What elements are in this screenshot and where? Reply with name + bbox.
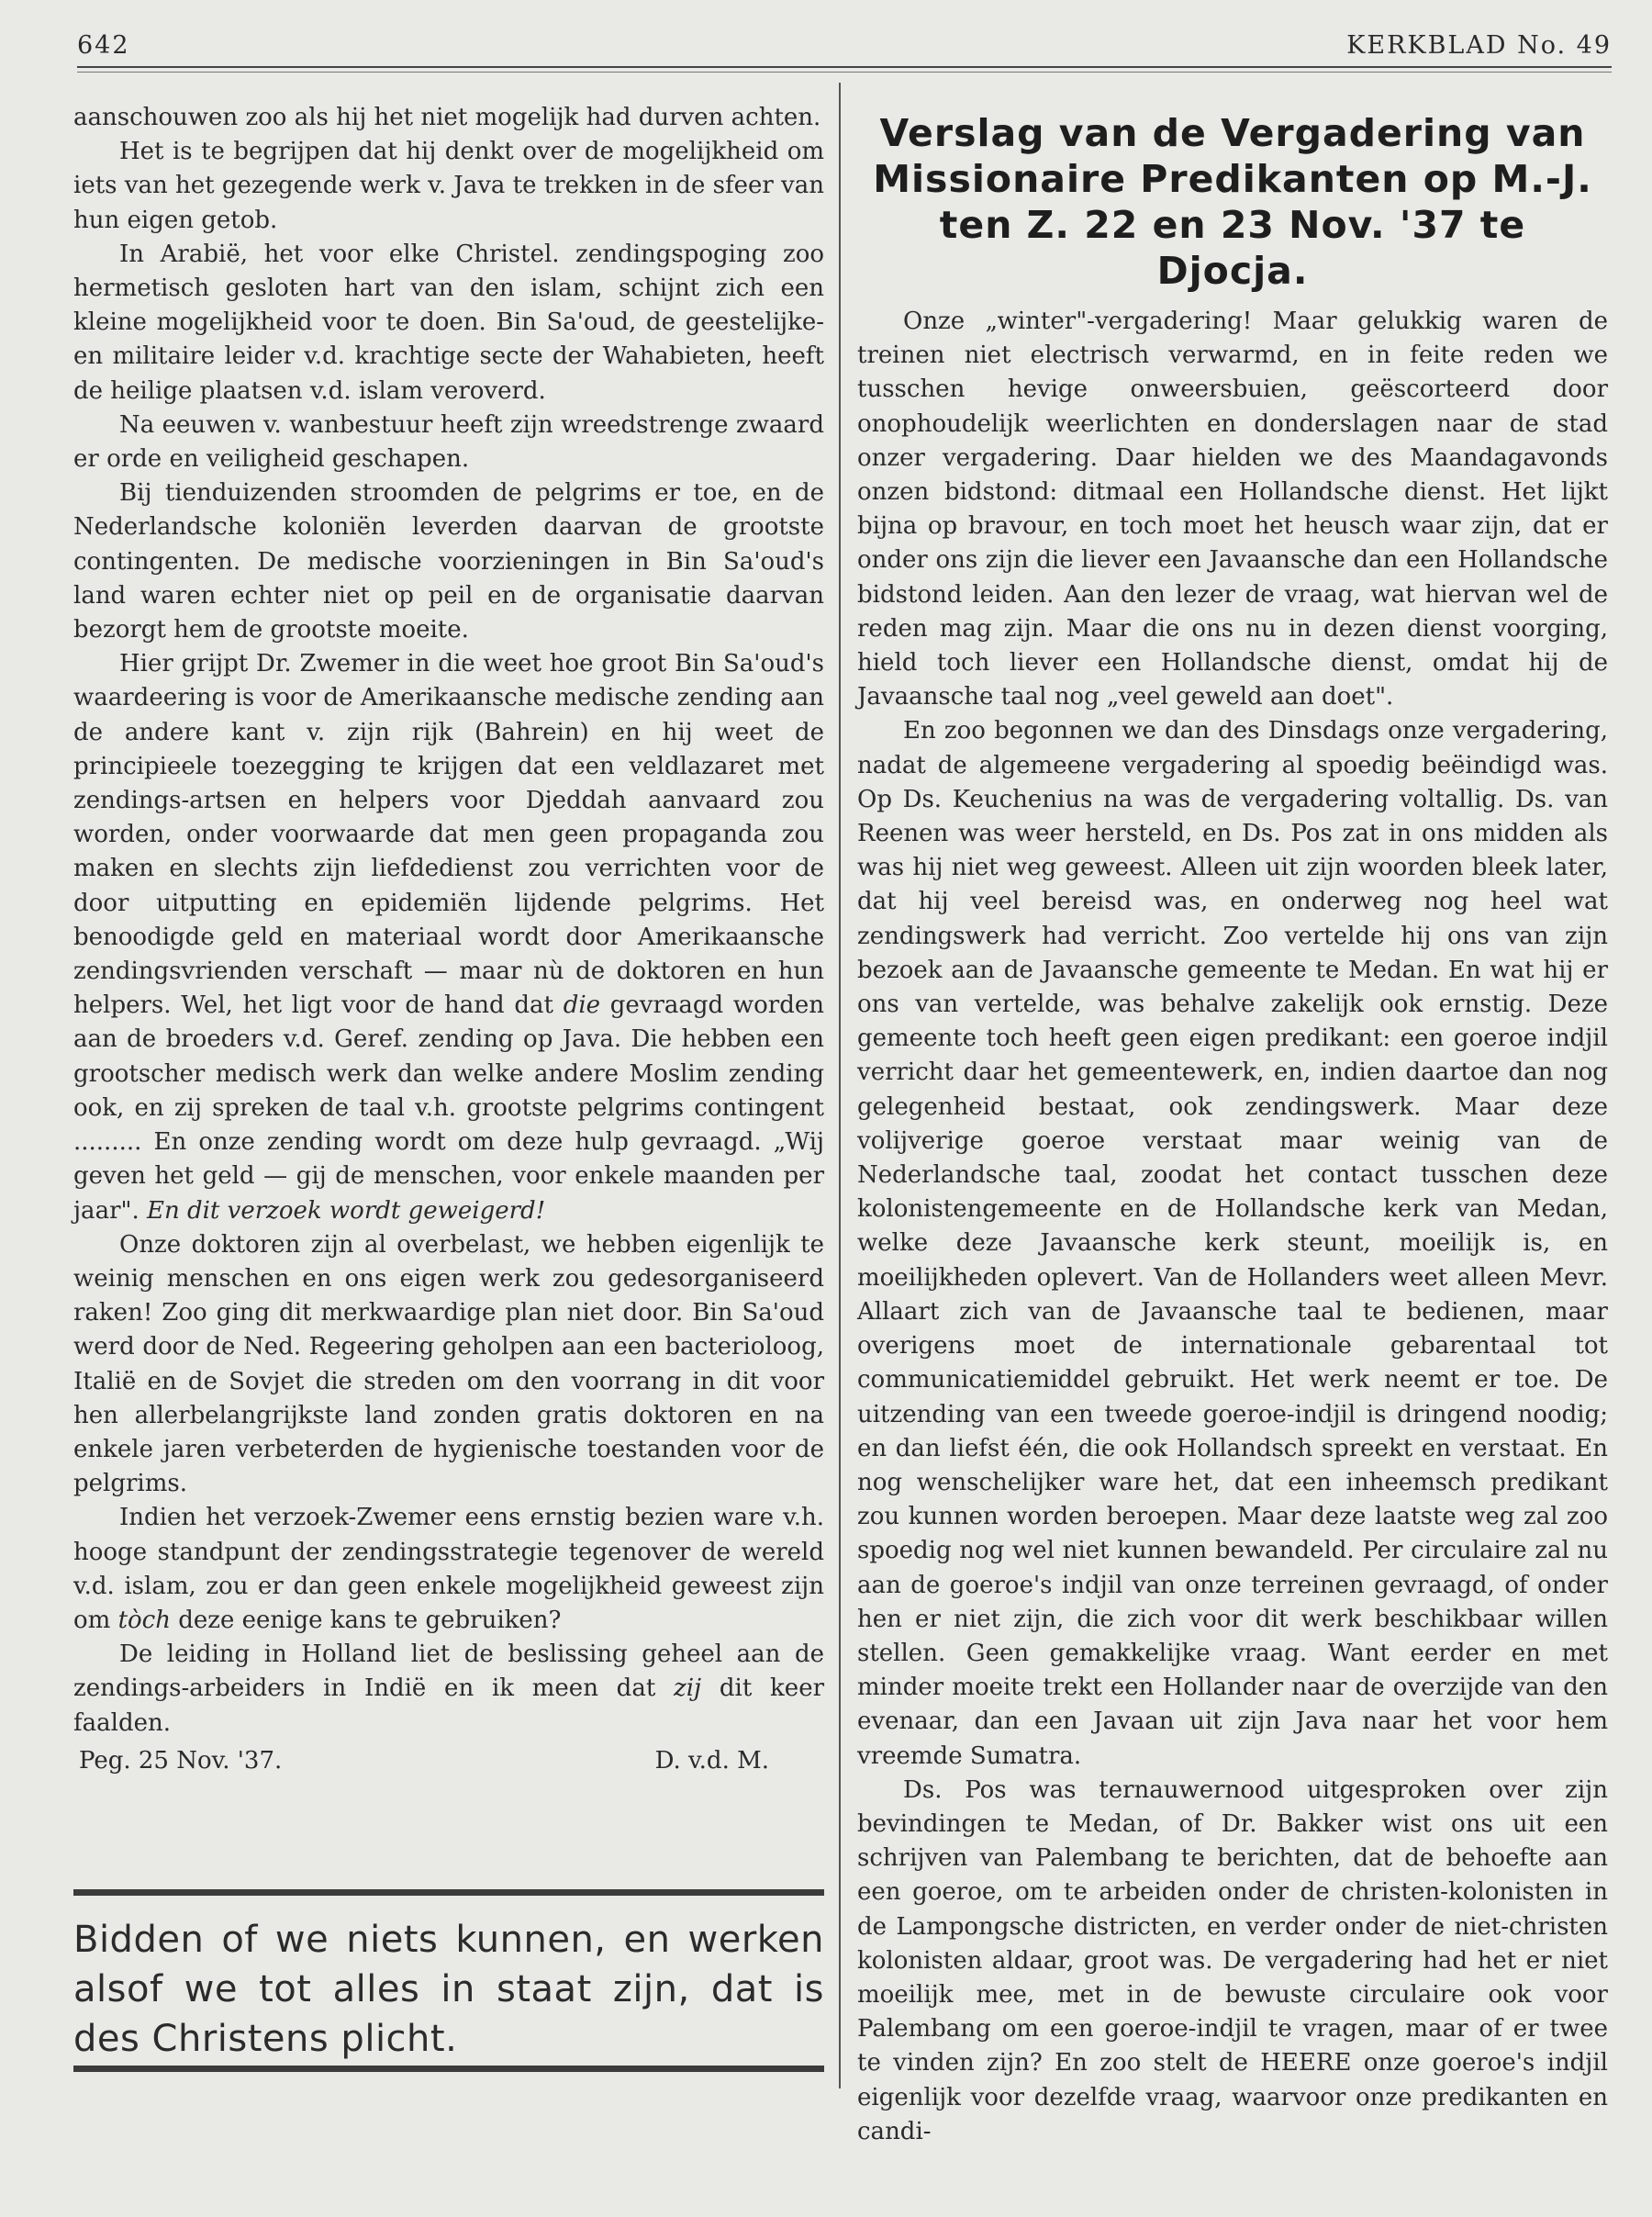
right-column bbox=[857, 110, 1608, 2149]
paragraph: aanschouwen zoo als hij het niet mogelijk had durven achten. bbox=[73, 104, 821, 131]
quote-top-rule bbox=[73, 1889, 824, 1896]
signature-author: D. v.d. M. bbox=[654, 1746, 769, 1775]
article-title: Verslag van de Vergadering van Missionaire Predikanten op M.-J. ten Z. 22 en 23 Nov. '37 te Djocja. bbox=[873, 111, 1592, 293]
quote-bottom-rule bbox=[73, 2066, 824, 2072]
signature-place-date: Peg. 25 Nov. '37. bbox=[79, 1746, 283, 1775]
paragraph: Bij tienduizenden stroomden de pelgrims er toe, en de Nederlandsche koloniën leverden daarvan de grootste contingenten. De medische voorzieningen in Bin Sa'oud's land waren echter niet op peil en de organisatie daarvan bezorgt hem de grootste moeite. bbox=[73, 479, 824, 644]
paragraph: Het is te begrijpen dat hij denkt over de mogelijkheid om iets van het gezegende werk v. Java te trekken in de sfeer van hun eigen getob. bbox=[73, 138, 824, 234]
page-header bbox=[77, 28, 1612, 68]
paragraph-zwemer: Hier grijpt Dr. Zwemer in die weet hoe groot Bin Sa'oud's waardeering is voor de Amerikaansche medische zending aan de andere kant v. zijn rijk (Bahrein) en hij weet de principieele toezegging te krijgen dat een veldlazaret met zendings-artsen en helpers voor Djeddah aanvaard zou worden, onder voorwaarde dat men geen propaganda zou maken en slechts zijn liefdedienst zou verrichten voor de door uitputting en epidemiën lijdende pelgrims. Het benoodigde geld en materiaal wordt door Amerikaansche zendingsvrienden verschaft — maar nù de doktoren en hun helpers. Wel, het ligt voor de hand dat die gevraagd worden aan de broeders v.d. Geref. zending op Java. Die hebben een grootscher medisch werk dan welke andere Moslim zending ook, en zij spreken de taal v.h. grootste pelgrims contingent ......... En onze zending wordt om deze hulp gevraagd. „Wij geven het geld — gij de menschen, voor enkele maanden per jaar". En dit verzoek wordt geweigerd! bbox=[73, 650, 824, 1225]
header-rule bbox=[77, 66, 1612, 68]
paragraph: En zoo begonnen we dan des Dinsdags onze vergadering, nadat de algemeene vergadering al spoedig beëindigd was. Op Ds. Keuchenius na was de vergadering voltallig. Ds. van Reenen was weer hersteld, en Ds. Pos zat in ons midden als was hij niet weg geweest. Alleen uit zijn woorden bleek later, dat hij veel bereisd was, en onderweg nog heel wat zendingswerk had verricht. Zoo vertelde hij ons van zijn bezoek aan de Javaansche gemeente te Medan. En wat hij er ons van vertelde, was behalve zakelijk ook ernstig. Deze gemeente toch heeft geen eigen predikant: een goeroe indjil verricht daar het gemeentewerk, en, indien daartoe dan nog gelegenheid bestaat, ook zendingswerk. Maar deze volijverige goeroe verstaat maar weinig van de Nederlandsche taal, zoodat het contact tusschen deze kolonistengemeente en de Hollandsche kerk van Medan, welke deze Javaansche kerk steunt, moeilijk is, en moeilijkheden oplevert. Van de Hollanders weet alleen Mevr. Allaart zich van de Javaansche taal te bedienen, maar overigens moet de internationale gebarentaal tot communicatiemiddel gebruikt. Het werk neemt er toe. De uitzending van een tweede goeroe-indjil is dringend noodig; en dan liefst één, die ook Hollandsch spreekt en verstaat. En nog wenschelijker ware het, dat een inheemsch predikant zou kunnen worden beroepen. Maar deze laatste weg zal zoo spoedig nog wel niet kunnen bewandeld. Per circulaire zal nu aan de goeroe's indjil van onze terreinen gevraagd, of onder hen er niet zijn, die zich voor dit werk beschikbaar willen stellen. Geen gemakkelijke vraag. Want eerder en met minder moeite trekt een Hollander naar de overzijde van den evenaar, dan een Javaan uit zijn Java naar het voor hem vreemde Sumatra. bbox=[857, 717, 1608, 1770]
signature bbox=[73, 1744, 824, 1778]
quote-box: Bidden of we niets kunnen, en werken alsof we tot alles in staat zijn, dat is des Christens plicht. bbox=[73, 1919, 824, 2060]
running-title: KERKBLAD No. 49 bbox=[1346, 31, 1612, 60]
header-rule-thin bbox=[77, 72, 1612, 73]
page-number: 642 bbox=[77, 31, 130, 60]
paragraph: Onze doktoren zijn al overbelast, we hebben eigenlijk te weinig menschen en ons eigen werk zou gedesorganiseerd raken! Zoo ging dit merkwaardige plan niet door. Bin Sa'oud werd door de Ned. Regeering geholpen aan een bacterioloog, Italië en de Sovjet die streden om den voorrang in dit voor hen allerbelangrijkste land zonden gratis doktoren en na enkele jaren verbeterden de hygienische toestanden voor de pelgrims. bbox=[73, 1230, 824, 1498]
paragraph: De leiding in Holland liet de beslissing geheel aan de zendings-arbeiders in Indië en ik meen dat zij dit keer faalden. bbox=[73, 1640, 825, 1737]
paragraph: Na eeuwen v. wanbestuur heeft zijn wreedstrenge zwaard er orde en veiligheid geschapen. bbox=[73, 410, 824, 474]
column-divider bbox=[839, 83, 841, 2088]
paragraph: Ds. Pos was ternauwernood uitgesproken over zijn bevindingen te Medan, of Dr. Bakker wist ons uit een schrijven van Palembang te berichten, dat de behoefte aan een goeroe, om te arbeiden onder de christen-kolonisten in de Lampongsche districten, en verder onder de niet-christen kolonisten aldaar, groot was. De vergadering had het er niet moeilijk mee, met in de bewuste circulaire ook voor Palembang om een goeroe-indjil te vragen, maar of er twee te vinden zijn? En zoo stelt de HEERE onze goeroe's indjil eigenlijk voor dezelfde vraag, waarvoor onze predikanten en candi- bbox=[857, 1775, 1608, 2145]
paragraph: Onze „winter"-vergadering! Maar gelukkig waren de treinen niet electrisch verwarmd, en in feite reden we tusschen hevige onweersbuien, geëscorteerd door onophoudelijk weerlichten en donderslagen naar de stad onzer vergadering. Daar hielden we des Maandagavonds onzen bidstond: ditmaal een Hollandsche dienst. Het lijkt bijna op bravour, en toch moet het heusch waar zijn, dat er onder ons zijn die liever een Javaansche dan een Hollandsche bidstond leiden. Aan den lezer de vraag, wat hiervan wel de reden mag zijn. Maar die ons nu in dezen dienst voorging, hield toch liever een Hollandsche dienst, omdat hij de Javaansche taal nog „veel geweld aan doet". bbox=[857, 308, 1608, 711]
paragraph: Indien het verzoek-Zwemer eens ernstig bezien ware v.h. hooge standpunt der zendingsstrategie tegenover de wereld v.d. islam, zou er dan geen enkele mogelijkheid geweest zijn om tòch deze eenige kans te gebruiken? bbox=[73, 1504, 824, 1634]
paragraph: In Arabië, het voor elke Christel. zendingspoging zoo hermetisch gesloten hart van den islam, schijnt zich een kleine mogelijkheid voor te doen. Bin Sa'oud, de geestelijke- en militaire leider v.d. krachtige secte der Wahabieten, heeft de heilige plaatsen v.d. islam veroverd. bbox=[73, 240, 824, 405]
left-column bbox=[73, 101, 824, 1778]
